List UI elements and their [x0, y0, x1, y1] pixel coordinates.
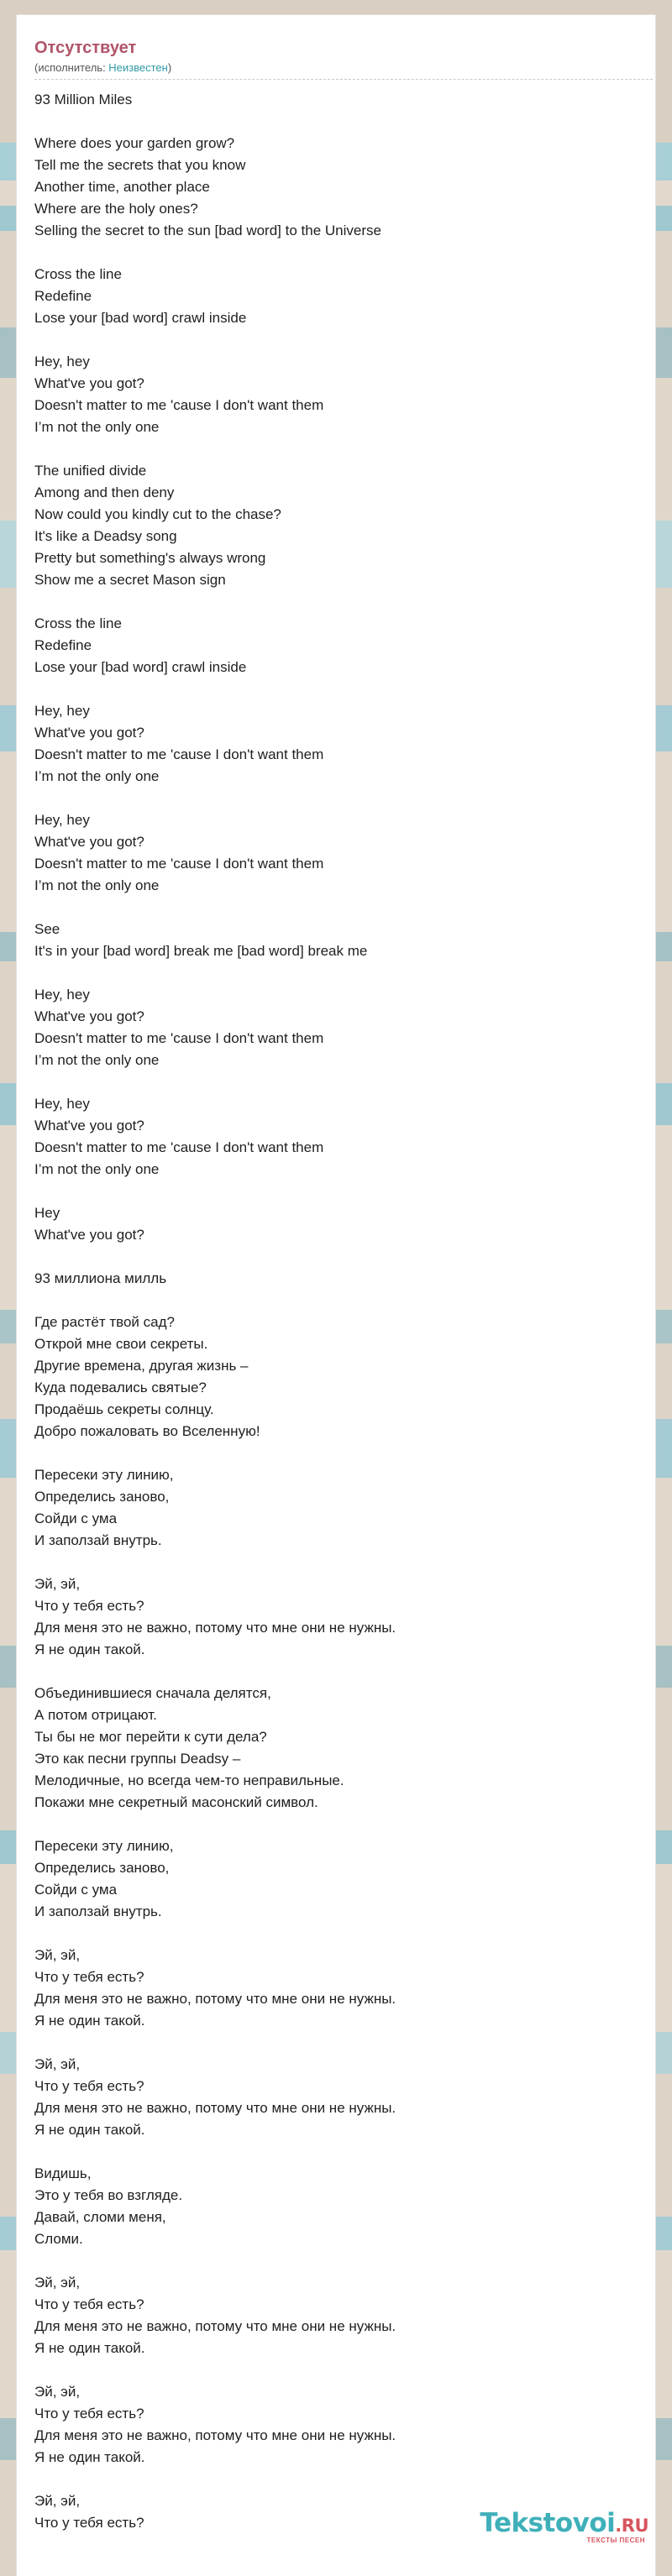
lyrics-blank-line: [34, 2250, 639, 2272]
lyrics-line: Сломи.: [34, 2231, 83, 2247]
lyrics-line: Это как песни группы Deadsy –: [34, 1751, 241, 1767]
lyrics-blank-line: [34, 1071, 639, 1093]
lyrics-line: It's in your [bad word] break me [bad word] break me: [34, 943, 368, 959]
lyrics-blank-line: [34, 591, 639, 613]
lyrics-body: [34, 89, 639, 2534]
lyrics-line: Что у тебя есть?: [34, 2406, 144, 2422]
lyrics-line: I’m not the only one: [34, 1161, 160, 1177]
lyrics-line: Эй, эй,: [34, 2384, 81, 2400]
lyrics-line: I’m not the only one: [34, 768, 160, 784]
lyrics-line: Pretty but something's always wrong: [34, 550, 266, 566]
lyrics-line: Show me a secret Mason sign: [34, 572, 226, 588]
lyrics-blank-line: [34, 1290, 639, 1312]
lyrics-line: И заползай внутрь.: [34, 1532, 162, 1548]
lyrics-line: Я не один такой.: [34, 2449, 145, 2465]
lyrics-blank-line: [34, 2141, 639, 2163]
lyrics-line: Продаёшь секреты солнцу.: [34, 1401, 214, 1417]
lyrics-line: Давай, сломи меня,: [34, 2209, 166, 2225]
lyrics-blank-line: [34, 1246, 639, 1268]
lyrics-line: Где растёт твой сад?: [34, 1314, 175, 1330]
lyrics-line: Определись заново,: [34, 1860, 170, 1876]
lyrics-line: Что у тебя есть?: [34, 2296, 144, 2312]
lyrics-blank-line: [34, 2469, 639, 2490]
lyrics-line: Для меня это не важно, потому что мне они не нужны.: [34, 2100, 396, 2116]
lyrics-line: Where are the holy ones?: [34, 201, 198, 217]
lyrics-line: The unified divide: [34, 463, 147, 479]
lyrics-line: Сойди с ума: [34, 1511, 118, 1526]
lyrics-line: Tell me the secrets that you know: [34, 157, 246, 173]
lyrics-line: Я не один такой.: [34, 2340, 145, 2356]
lyrics-line: I’m not the only one: [34, 1052, 160, 1068]
lyrics-line: Cross the line: [34, 266, 122, 282]
lyrics-line: Что у тебя есть?: [34, 1969, 144, 1985]
lyrics-blank-line: [34, 678, 639, 700]
lyrics-card: [17, 15, 655, 2576]
site-logo[interactable]: [480, 2509, 648, 2544]
lyrics-line: Что у тебя есть?: [34, 1598, 144, 1614]
lyrics-line: Сойди с ума: [34, 1882, 118, 1898]
lyrics-line: Redefine: [34, 637, 92, 653]
logo-text: [480, 2509, 648, 2540]
lyrics-line: Я не один такой.: [34, 2122, 145, 2138]
logo-name: Tekstovoi: [480, 2508, 616, 2538]
lyrics-line: Пересеки эту линию,: [34, 1467, 174, 1483]
lyrics-line: Для меня это не важно, потому что мне они не нужны.: [34, 2318, 396, 2334]
lyrics-line: Что у тебя есть?: [34, 2515, 144, 2531]
lyrics-line: Another time, another place: [34, 179, 210, 195]
lyrics-line: Открой мне свои секреты.: [34, 1336, 208, 1352]
logo-tld: .RU: [615, 2516, 648, 2536]
lyrics-line: Lose your [bad word] crawl inside: [34, 659, 247, 675]
lyrics-blank-line: [34, 1661, 639, 1683]
lyrics-line: Добро пожаловать во Вселенную!: [34, 1423, 260, 1439]
lyrics-line: What've you got?: [34, 1118, 144, 1134]
lyrics-line: Among and then deny: [34, 484, 175, 500]
lyrics-line: Эй, эй,: [34, 2493, 81, 2509]
lyrics-line: What've you got?: [34, 1008, 144, 1024]
lyrics-line: Мелодичные, но всегда чем-то неправильные.: [34, 1772, 344, 1788]
lyrics-line: Where does your garden grow?: [34, 135, 235, 151]
lyrics-line: I’m not the only one: [34, 877, 160, 893]
lyrics-blank-line: [34, 438, 639, 460]
lyrics-line: See: [34, 921, 60, 937]
lyrics-line: А потом отрицают.: [34, 1707, 157, 1723]
lyrics-line: Эй, эй,: [34, 1576, 81, 1592]
lyrics-line: И заползай внутрь.: [34, 1903, 162, 1919]
lyrics-line: Пересеки эту линию,: [34, 1838, 174, 1854]
lyrics-line: Другие времена, другая жизнь –: [34, 1358, 249, 1374]
lyrics-line: Doesn't matter to me 'cause I don't want them: [34, 746, 324, 762]
song-header: [17, 15, 655, 80]
lyrics-line: Hey, hey: [34, 1096, 90, 1112]
lyrics-line: Покажи мне секретный масонский символ.: [34, 1794, 318, 1810]
lyrics-line: Определись заново,: [34, 1489, 170, 1505]
lyrics-blank-line: [34, 1181, 639, 1202]
lyrics-line: Now could you kindly cut to the chase?: [34, 506, 281, 522]
lyrics-line: Эй, эй,: [34, 2056, 81, 2072]
lyrics-line: Redefine: [34, 288, 92, 304]
lyrics-blank-line: [34, 2359, 639, 2381]
lyrics-line: Видишь,: [34, 2165, 92, 2181]
lyrics-line: Doesn't matter to me 'cause I don't want them: [34, 1030, 324, 1046]
lyrics-line: Объединившиеся сначала делятся,: [34, 1685, 271, 1701]
artist-link[interactable]: Неизвестен: [108, 61, 168, 74]
lyrics-blank-line: [34, 1923, 639, 1945]
lyrics-line: Я не один такой.: [34, 2013, 145, 2029]
page-title: Отсутствует: [34, 39, 137, 57]
lyrics-blank-line: [34, 897, 639, 919]
lyrics-line: What've you got?: [34, 725, 144, 741]
lyrics-line: Для меня это не важно, потому что мне они не нужны.: [34, 1991, 396, 2007]
lyrics-line: Эй, эй,: [34, 1947, 81, 1963]
lyrics-line: Hey, hey: [34, 703, 90, 719]
lyrics-line: What've you got?: [34, 834, 144, 850]
lyrics-line: Hey, hey: [34, 812, 90, 828]
lyrics-blank-line: [34, 329, 639, 351]
lyrics-line: Doesn't matter to me 'cause I don't want them: [34, 397, 324, 413]
lyrics-blank-line: [34, 2032, 639, 2054]
lyrics-line: It's like a Deadsy song: [34, 528, 177, 544]
lyrics-line: What've you got?: [34, 375, 144, 391]
lyrics-line: Hey: [34, 1205, 60, 1221]
lyrics-line: Для меня это не важно, потому что мне они не нужны.: [34, 2427, 396, 2443]
lyrics-line: Это у тебя во взгляде.: [34, 2187, 183, 2203]
lyrics-line: Что у тебя есть?: [34, 2078, 144, 2094]
lyrics-line: Hey, hey: [34, 353, 90, 369]
lyrics-line: I’m not the only one: [34, 419, 160, 435]
lyrics-blank-line: [34, 1442, 639, 1464]
lyrics-line: 93 миллиона милль: [34, 1270, 167, 1286]
lyrics-line: What've you got?: [34, 1227, 144, 1243]
lyrics-blank-line: [34, 1552, 639, 1573]
artist-line: [34, 60, 653, 80]
artist-suffix: ): [167, 61, 172, 74]
lyrics-blank-line: [34, 111, 639, 133]
logo-tagline: ТЕКСТЫ ПЕСЕН: [586, 2537, 645, 2544]
lyrics-line: Doesn't matter to me 'cause I don't want them: [34, 856, 324, 872]
lyrics-line: Selling the secret to the sun [bad word] to the Universe: [34, 223, 381, 238]
lyrics-line: Ты бы не мог перейти к сути дела?: [34, 1729, 267, 1745]
lyrics-line: Эй, эй,: [34, 2275, 81, 2291]
lyrics-line: 93 Million Miles: [34, 92, 133, 107]
lyrics-line: Я не один такой.: [34, 1641, 145, 1657]
lyrics-blank-line: [34, 1814, 639, 1835]
artist-prefix: (исполнитель:: [34, 61, 109, 74]
lyrics-line: Hey, hey: [34, 987, 90, 1003]
lyrics-line: Doesn't matter to me 'cause I don't want them: [34, 1139, 324, 1155]
lyrics-blank-line: [34, 242, 639, 264]
lyrics-line: Куда подевались святые?: [34, 1380, 207, 1395]
lyrics-blank-line: [34, 962, 639, 984]
lyrics-blank-line: [34, 788, 639, 809]
lyrics-line: Для меня это не важно, потому что мне они не нужны.: [34, 1620, 396, 1636]
lyrics-line: Lose your [bad word] crawl inside: [34, 310, 247, 326]
lyrics-line: Cross the line: [34, 615, 122, 631]
